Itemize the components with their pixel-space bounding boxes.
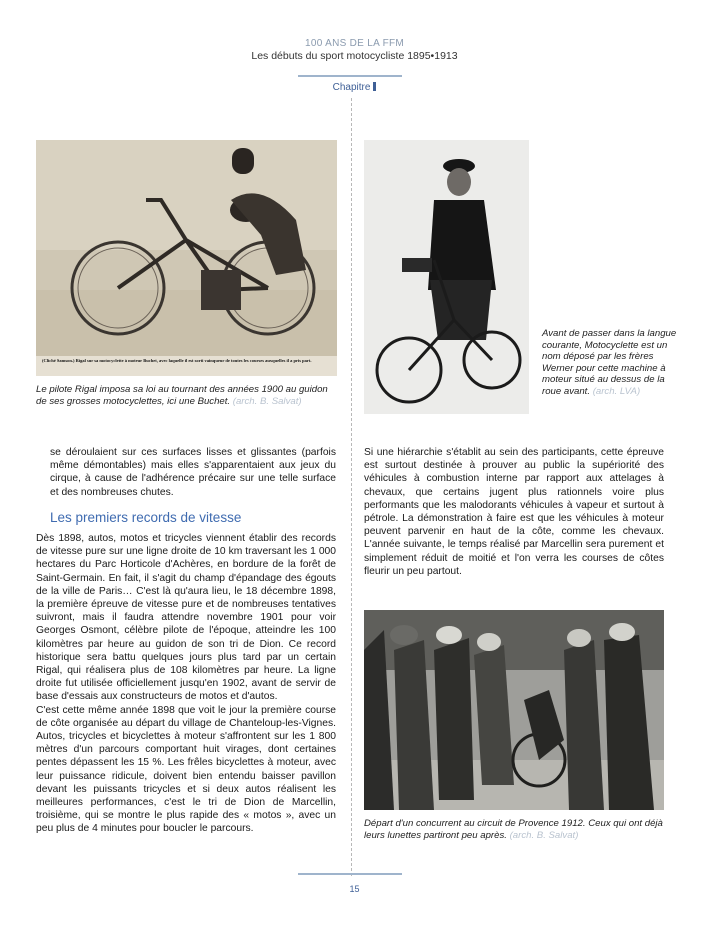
photo-credit: (arch. LVA) [592,385,641,397]
photo-rigal-buchet [36,140,337,376]
column-divider [351,98,352,876]
paragraph: Dès 1898, autos, motos et tricycles viennent établir des records de vitesse pure sur une ligne droite de 10 km traversant les 1 000 hectares du Parc Horticole d'Achères, en bordure de la forêt de Saint-Germain. En fait, il s'agit du champ d'épandage des égouts de la ville de Paris… C'est là qu'aura lieu, le 18 décembre 1898, la première épreuve de vitesse pure et de nombreuses tentatives suivront, mais il faudra attendre novembre 1901 pour voir Georges Osmont, célèbre pilote de l'époque, atteindre les 100 kilomètres par heure au guidon de son tri de Dion. Ce record historique sera battu quelques jours plus tard par un certain Rigal, qui réalisera plus de 108 kilomètres par heure. La ligne droite fut utilisée officiellement jusqu'en 1902, avant de servir de base d'essais aux constructeurs de motos et d'autos. [36,533,336,703]
paragraph: se déroulaient sur ces surfaces lisses et glissantes (parfois même démontables) mais elles s'apparentaient aux jeux du cirque, à cause de l'adhérence précaire sur une telle surface et des nombreuses chutes. [50,447,336,498]
book-subtitle: Les débuts du sport motocycliste 1895•1913 [251,50,458,62]
photo-werner-motocyclette [364,140,529,414]
left-column-intro [50,446,336,499]
photo-credit: (arch. B. Salvat) [509,829,579,841]
running-header [0,38,709,62]
chapter-number-bar [373,82,376,91]
paragraph: C'est cette même année 1898 que voit le jour la première course de côte organisée au départ du village de Chanteloup-les-Vignes. Autos, tricycles et bicyclettes à moteur s'affrontent sur les 1 800 mètres d'un parcours comportant huit virages, dont certaines pentes dépassent les 15 %. Les frêles bicyclettes à moteur, avec leur puissance ridicule, doivent bien entendu baisser pavillon devant les puissants tricycles et si deux autos réalisent les meilleures performances, c'est le tri de Dion de Marcellin, troisième, qui se montre le plus rapide des « motos », avec un peu plus de 4 minutes pour boucler le parcours. [36,704,336,835]
caption-text: Départ d'un concurrent au circuit de Provence 1912. Ceux qui ont déjà leurs lunettes partiront peu après. [364,818,663,841]
paragraph: Si une hiérarchie s'établit au sein des participants, cette épreuve est surtout destinée à prouver au public la supériorité des véhicules à combustion interne par rapport aux attelages à chevaux, que certains jugent plus rationnels voire plus performants que les malodorants véhicules à vapeur et surtout à pétrole. La démonstration à faire est que les véhicules à moteur peuvent parvenir en haut de la côte, comme les chevaux. L'année suivante, le temps réalisé par Marcellin sera purement et simplement réduit de moitié et l'on verra les courses de côtes fleurir un peu partout. [364,447,664,577]
caption-text: Le pilote Rigal imposa sa loi au tournant des années 1900 au guidon de ses grosses motocyclettes, ici une Buchet. [36,384,328,407]
page-number: 15 [349,884,360,894]
left-column-body [36,532,336,836]
photo-provence-1912 [364,610,664,810]
right-column-body [364,446,664,578]
photo-credit: (arch. B. Salvat) [232,395,302,407]
caption-text: Avant de passer dans la langue courante, Motocyclette est un nom déposé par les frères Werner pour cette machine à moteur situé au dessus de la roue avant. [542,328,677,397]
footer-rule [298,873,402,875]
header-rule [298,75,402,77]
printed-photo-tag: (Cliché Samson.) Rigal sur sa motocyclette à moteur Buchet, avec laquelle il est sorti vainqueur de toutes les courses auxquelles il a pris part. [42,358,312,363]
chapter-label [0,82,709,93]
book-title: 100 ANS DE LA FFM [304,38,405,49]
caption-rigal [36,384,336,407]
chapter-text: Chapitre [332,82,371,93]
caption-werner [542,328,677,397]
caption-provence [364,818,664,841]
section-title: Les premiers records de vitesse [50,510,242,525]
